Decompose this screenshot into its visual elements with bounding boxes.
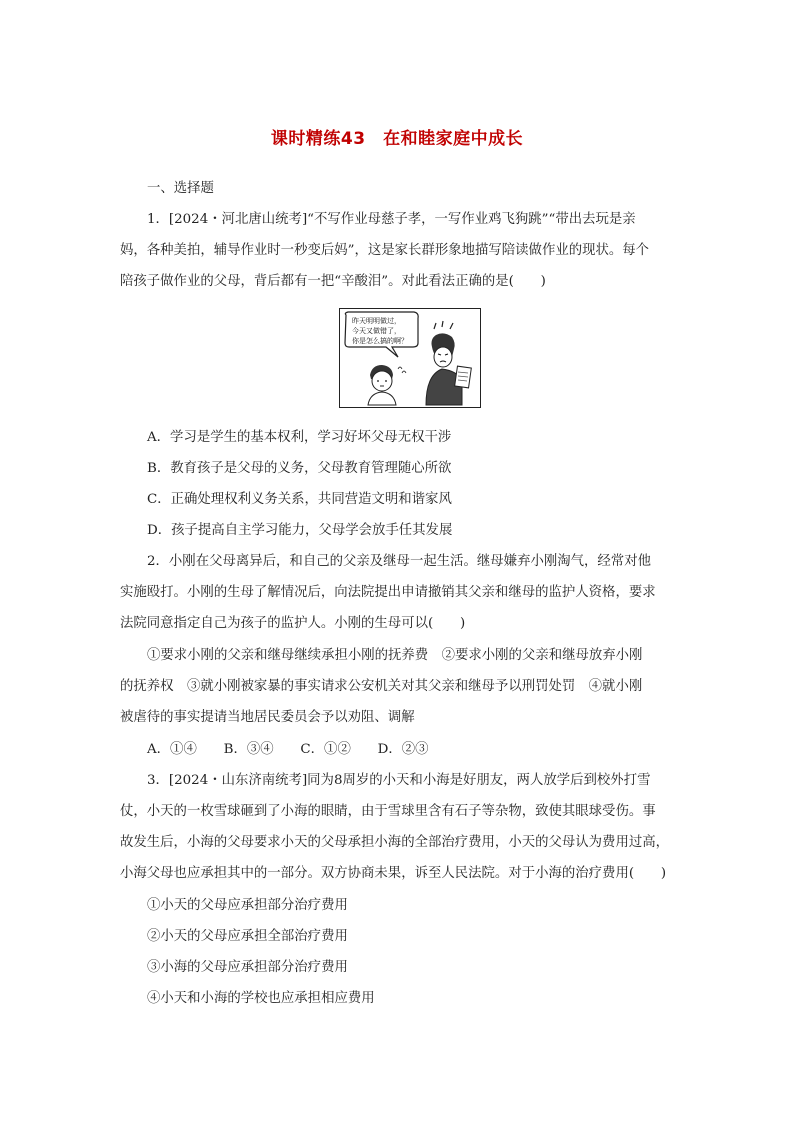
q3-stem-line: 3．[2024・山东济南统考]同为8周岁的小天和小海是好朋友，两人放学后到校外打雪: [147, 773, 651, 788]
q1-stem-line: 妈，各种美拍，辅导作业时一秒变后妈”，这是家长群形象地描写陪读做作业的现状。每个: [120, 243, 650, 258]
q3-item-1: ①小天的父母应承担部分治疗费用: [147, 898, 348, 913]
q2-options: A．①④ B．③④ C．①② D．②③: [147, 742, 429, 757]
q3-item-2: ②小天的父母应承担全部治疗费用: [147, 929, 348, 944]
q1-option-c: C．正确处理权利义务关系，共同营造文明和谐家风: [147, 492, 452, 507]
q2-stem-line: 法院同意指定自己为孩子的监护人。小刚的生母可以( ): [120, 616, 466, 631]
bubble-line-2: 今天又做错了，: [352, 327, 401, 335]
cartoon-illustration: [340, 309, 479, 406]
q2-stem-line: 实施殴打。小刚的生母了解情况后，向法院提出申请撤销其父亲和继母的监护人资格，要求: [120, 585, 656, 600]
q1-stem-line: 陪孩子做作业的父母，背后都有一把“辛酸泪”。对此看法正确的是( ): [120, 274, 546, 289]
bubble-line-3: 你是怎么搞的啊？: [352, 337, 408, 345]
bubble-line-1: 昨天明明做过，: [352, 317, 401, 325]
q2-stem-line: 2．小刚在父母离异后，和自己的父亲及继母一起生活。继母嫌弃小刚淘气，经常对他: [147, 554, 651, 569]
q3-stem-line: 仗，小天的一枚雪球砸到了小海的眼睛，由于雪球里含有石子等杂物，致使其眼球受伤。事: [120, 804, 656, 819]
q3-item-4: ④小天和小海的学校也应承担相应费用: [147, 991, 375, 1006]
cartoon-figure: [339, 308, 481, 408]
q1-stem-line: 1．[2024・河北唐山统考]“不写作业母慈子孝，一写作业鸡飞狗跳”“带出去玩是亲: [147, 212, 636, 227]
q1-option-a: A．学习是学生的基本权利，学习好坏父母无权干涉: [147, 430, 452, 445]
q3-item-3: ③小海的父母应承担部分治疗费用: [147, 960, 348, 975]
q1-option-d: D．孩子提高自主学习能力，父母学会放手任其发展: [147, 523, 453, 538]
q1-option-b: B．教育孩子是父母的义务，父母教育管理随心所欲: [147, 461, 452, 476]
q2-items-line: ①要求小刚的父亲和继母继续承担小刚的抚养费 ②要求小刚的父亲和继母放弃小刚: [147, 648, 643, 663]
section-heading: 一、选择题: [147, 181, 214, 196]
q3-stem-line: 故发生后，小海的父母要求小天的父母承担小海的全部治疗费用，小天的父母认为费用过高，: [120, 835, 670, 850]
q3-stem-line: 小海父母也应承担其中的一部分。双方协商未果，诉至人民法院。对于小海的治疗费用( ): [120, 866, 667, 881]
q2-items-line: 被虐待的事实提请当地居民委员会予以劝阻、调解: [120, 710, 415, 725]
q2-items-line: 的抚养权 ③就小刚被家暴的事实请求公安机关对其父亲和继母予以刑罚处罚 ④就小刚: [120, 679, 643, 694]
page-title: 课时精练43 在和睦家庭中成长: [270, 129, 524, 149]
